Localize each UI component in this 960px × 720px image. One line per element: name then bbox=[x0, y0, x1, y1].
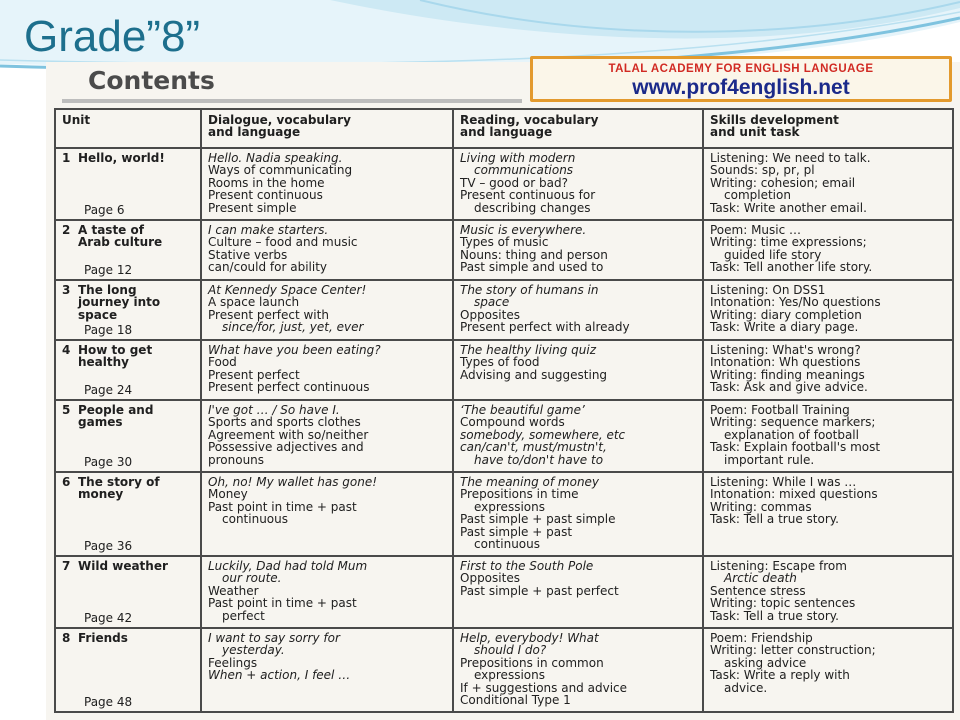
reading-cell: The meaning of money Prepositions in time expressions Past simple + past simple Past simple + past continuous bbox=[453, 472, 703, 556]
dialogue-cell: Luckily, Dad had told Mum our route. Weather Past point in time + past perfect bbox=[201, 556, 453, 628]
table-row bbox=[55, 148, 953, 220]
academy-banner bbox=[530, 56, 952, 102]
reading-cell: Help, everybody! What should I do? Prepositions in common expressions If + suggestions and advice Conditional Type 1 bbox=[453, 628, 703, 712]
unit-cell: 3 The long journey into space Page 18 bbox=[55, 280, 201, 340]
unit-cell: 1 Hello, world! Page 6 bbox=[55, 148, 201, 220]
skills-cell: Poem: Football Training Writing: sequence markers; explanation of football Task: Explain football's most important rule. bbox=[703, 400, 953, 472]
table-row bbox=[55, 340, 953, 400]
table-row bbox=[55, 220, 953, 280]
unit-page: Page 24 bbox=[84, 382, 133, 397]
contents-table bbox=[54, 108, 954, 713]
table-row bbox=[55, 556, 953, 628]
header-unit: Unit bbox=[55, 109, 201, 148]
dialogue-cell: I want to say sorry for yesterday. Feelings When + action, I feel … bbox=[201, 628, 453, 712]
unit-page: Page 30 bbox=[84, 454, 133, 469]
contents-heading: Contents bbox=[88, 66, 215, 95]
academy-name: TALAL ACADEMY FOR ENGLISH LANGUAGE bbox=[608, 63, 874, 75]
header-dialogue: Dialogue, vocabulary and language bbox=[201, 109, 453, 148]
heading-rule bbox=[62, 99, 522, 103]
dialogue-cell: What have you been eating? Food Present perfect Present perfect continuous bbox=[201, 340, 453, 400]
reading-cell: Living with modern communications TV – good or bad? Present continuous for describing changes bbox=[453, 148, 703, 220]
dialogue-cell: Oh, no! My wallet has gone! Money Past point in time + past continuous bbox=[201, 472, 453, 556]
unit-page: Page 42 bbox=[84, 610, 133, 625]
reading-cell: ‘The beautiful game’ Compound words somebody, somewhere, etc can/can't, must/mustn't, have to/don't have to bbox=[453, 400, 703, 472]
dialogue-cell: I've got … / So have I. Sports and sports clothes Agreement with so/neither Possessive adjectives and pronouns bbox=[201, 400, 453, 472]
table-row bbox=[55, 400, 953, 472]
table-row bbox=[55, 472, 953, 556]
unit-page: Page 48 bbox=[84, 694, 133, 709]
unit-cell: 2 A taste of Arab culture Page 12 bbox=[55, 220, 201, 280]
skills-cell: Listening: While I was … Intonation: mixed questions Writing: commas Task: Tell a true story. bbox=[703, 472, 953, 556]
unit-cell: 5 People and games Page 30 bbox=[55, 400, 201, 472]
unit-page: Page 6 bbox=[84, 202, 125, 217]
reading-cell: The healthy living quiz Types of food Advising and suggesting bbox=[453, 340, 703, 400]
reading-cell: Music is everywhere. Types of music Nouns: thing and person Past simple and used to bbox=[453, 220, 703, 280]
table-row bbox=[55, 280, 953, 340]
skills-cell: Listening: Escape from Arctic death Sentence stress Writing: topic sentences Task: Tell a true story. bbox=[703, 556, 953, 628]
skills-cell: Listening: On DSS1 Intonation: Yes/No questions Writing: diary completion Task: Write a diary page. bbox=[703, 280, 953, 340]
table-row bbox=[55, 628, 953, 712]
dialogue-cell: I can make starters. Culture – food and music Stative verbs can/could for ability bbox=[201, 220, 453, 280]
skills-cell: Listening: We need to talk. Sounds: sp, pr, pl Writing: cohesion; email completion Task: Write another email. bbox=[703, 148, 953, 220]
dialogue-cell: At Kennedy Space Center! A space launch Present perfect with since/for, just, yet, ever bbox=[201, 280, 453, 340]
unit-page: Page 18 bbox=[84, 322, 133, 337]
unit-page: Page 36 bbox=[84, 538, 133, 553]
skills-cell: Listening: What's wrong? Intonation: Wh questions Writing: finding meanings Task: Ask and give advice. bbox=[703, 340, 953, 400]
reading-cell: The story of humans in space Opposites Present perfect with already bbox=[453, 280, 703, 340]
unit-cell: 8 Friends Page 48 bbox=[55, 628, 201, 712]
unit-page: Page 12 bbox=[84, 262, 133, 277]
academy-url: www.prof4english.net bbox=[632, 76, 850, 99]
dialogue-cell: Hello. Nadia speaking. Ways of communicating Rooms in the home Present continuous Present simple bbox=[201, 148, 453, 220]
reading-cell: First to the South Pole Opposites Past simple + past perfect bbox=[453, 556, 703, 628]
header-reading: Reading, vocabulary and language bbox=[453, 109, 703, 148]
table-header-row bbox=[55, 109, 953, 148]
slide-title: Grade”8” bbox=[24, 12, 201, 61]
skills-cell: Poem: Music … Writing: time expressions; guided life story Task: Tell another life story. bbox=[703, 220, 953, 280]
unit-cell: 4 How to get healthy Page 24 bbox=[55, 340, 201, 400]
unit-cell: 6 The story of money Page 36 bbox=[55, 472, 201, 556]
unit-cell: 7 Wild weather Page 42 bbox=[55, 556, 201, 628]
header-skills: Skills development and unit task bbox=[703, 109, 953, 148]
skills-cell: Poem: Friendship Writing: letter construction; asking advice Task: Write a reply with advice. bbox=[703, 628, 953, 712]
